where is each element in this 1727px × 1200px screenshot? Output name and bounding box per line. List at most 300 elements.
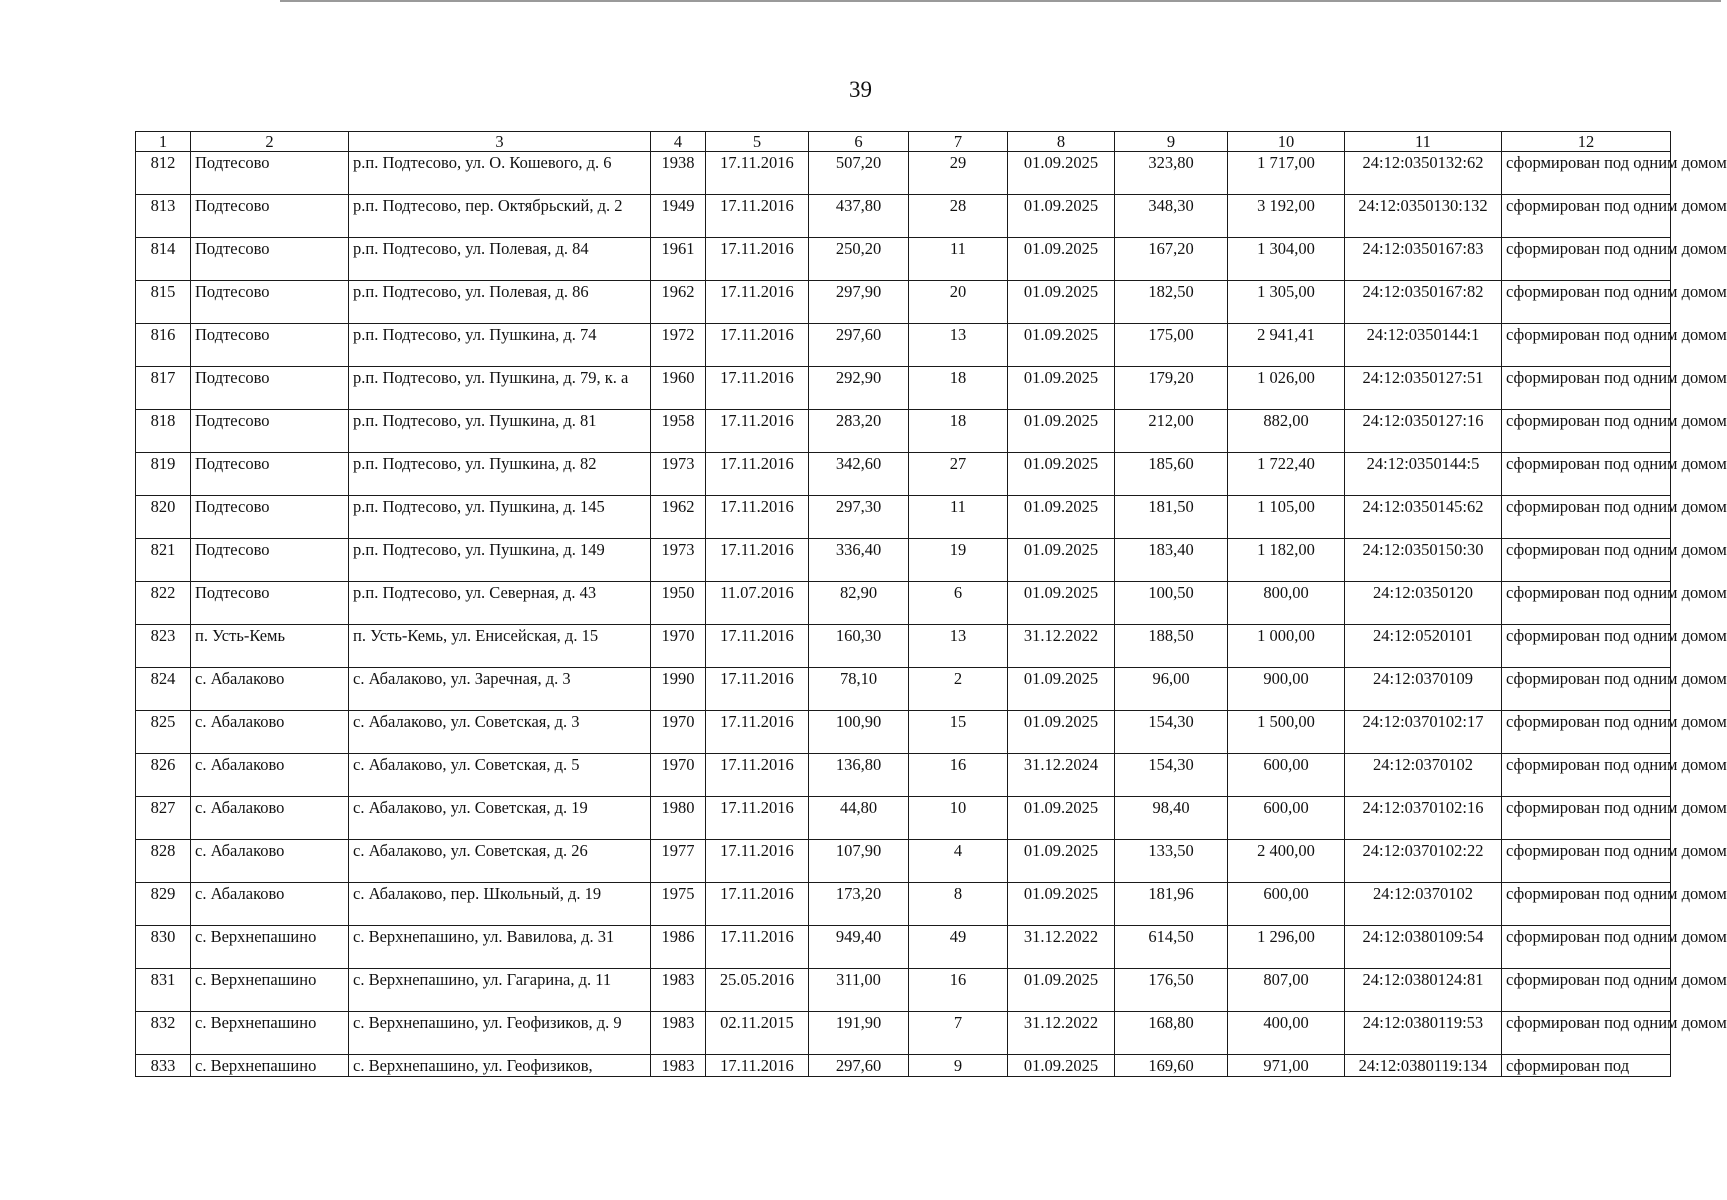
address-cell: с. Абалаково, пер. Школьный, д. 19 bbox=[349, 883, 651, 926]
deadline-cell: 01.09.2025 bbox=[1008, 496, 1115, 539]
row-number-cell: 820 bbox=[136, 496, 191, 539]
residents-cell: 20 bbox=[909, 281, 1008, 324]
col-residents-header: 7 bbox=[909, 132, 1008, 152]
area-cell: 297,90 bbox=[809, 281, 909, 324]
status-cell: сформирован под одним домом bbox=[1502, 840, 1671, 883]
date-cell: 25.05.2016 bbox=[706, 969, 809, 1012]
year-built-cell: 1970 bbox=[651, 754, 706, 797]
cadastral-number-cell: 24:12:0350144:5 bbox=[1345, 453, 1502, 496]
settlement-cell: с. Абалаково bbox=[191, 883, 349, 926]
year-built-cell: 1980 bbox=[651, 797, 706, 840]
row-number-cell: 821 bbox=[136, 539, 191, 582]
year-built-cell: 1960 bbox=[651, 367, 706, 410]
table-row bbox=[136, 496, 1671, 539]
cadastral-number-cell: 24:12:0370102:16 bbox=[1345, 797, 1502, 840]
area-cell: 297,60 bbox=[809, 324, 909, 367]
deadline-cell: 01.09.2025 bbox=[1008, 539, 1115, 582]
residents-cell: 11 bbox=[909, 238, 1008, 281]
area-cell: 160,30 bbox=[809, 625, 909, 668]
settlement-cell: Подтесово bbox=[191, 582, 349, 625]
date-cell: 17.11.2016 bbox=[706, 926, 809, 969]
address-cell: р.п. Подтесово, пер. Октябрьский, д. 2 bbox=[349, 195, 651, 238]
address-cell: р.п. Подтесово, ул. Пушкина, д. 74 bbox=[349, 324, 651, 367]
date-cell: 17.11.2016 bbox=[706, 195, 809, 238]
land-area-cell: 600,00 bbox=[1228, 754, 1345, 797]
settlement-cell: с. Абалаково bbox=[191, 668, 349, 711]
row-number-cell: 830 bbox=[136, 926, 191, 969]
area-2-cell: 100,50 bbox=[1115, 582, 1228, 625]
table-row bbox=[136, 281, 1671, 324]
status-cell: сформирован под одним домом bbox=[1502, 926, 1671, 969]
cadastral-number-cell: 24:12:0380124:81 bbox=[1345, 969, 1502, 1012]
cadastral-number-cell: 24:12:0350127:16 bbox=[1345, 410, 1502, 453]
area-cell: 342,60 bbox=[809, 453, 909, 496]
cadastral-number-cell: 24:12:0380119:134 bbox=[1345, 1055, 1502, 1077]
settlement-cell: Подтесово bbox=[191, 496, 349, 539]
land-area-cell: 1 296,00 bbox=[1228, 926, 1345, 969]
land-area-cell: 1 000,00 bbox=[1228, 625, 1345, 668]
status-cell: сформирован под одним домом bbox=[1502, 238, 1671, 281]
area-cell: 297,60 bbox=[809, 1055, 909, 1077]
land-area-cell: 1 105,00 bbox=[1228, 496, 1345, 539]
cadastral-number-cell: 24:12:0370102:17 bbox=[1345, 711, 1502, 754]
area-cell: 507,20 bbox=[809, 152, 909, 195]
land-area-cell: 3 192,00 bbox=[1228, 195, 1345, 238]
deadline-cell: 01.09.2025 bbox=[1008, 582, 1115, 625]
settlement-cell: п. Усть-Кемь bbox=[191, 625, 349, 668]
area-cell: 173,20 bbox=[809, 883, 909, 926]
year-built-cell: 1977 bbox=[651, 840, 706, 883]
date-cell: 17.11.2016 bbox=[706, 238, 809, 281]
col-land-area-header: 10 bbox=[1228, 132, 1345, 152]
deadline-cell: 01.09.2025 bbox=[1008, 195, 1115, 238]
status-cell: сформирован под одним домом bbox=[1502, 367, 1671, 410]
land-area-cell: 600,00 bbox=[1228, 883, 1345, 926]
residents-cell: 27 bbox=[909, 453, 1008, 496]
deadline-cell: 01.09.2025 bbox=[1008, 1055, 1115, 1077]
area-cell: 250,20 bbox=[809, 238, 909, 281]
year-built-cell: 1961 bbox=[651, 238, 706, 281]
table-row bbox=[136, 668, 1671, 711]
status-cell: сформирован под одним домом bbox=[1502, 496, 1671, 539]
address-cell: с. Абалаково, ул. Советская, д. 3 bbox=[349, 711, 651, 754]
area-2-cell: 154,30 bbox=[1115, 754, 1228, 797]
col-status-header: 12 bbox=[1502, 132, 1671, 152]
table-row bbox=[136, 324, 1671, 367]
area-2-cell: 98,40 bbox=[1115, 797, 1228, 840]
year-built-cell: 1986 bbox=[651, 926, 706, 969]
area-cell: 949,40 bbox=[809, 926, 909, 969]
year-built-cell: 1983 bbox=[651, 969, 706, 1012]
residents-cell: 8 bbox=[909, 883, 1008, 926]
table-row bbox=[136, 625, 1671, 668]
settlement-cell: с. Верхнепашино bbox=[191, 926, 349, 969]
col-date-header: 5 bbox=[706, 132, 809, 152]
settlement-cell: Подтесово bbox=[191, 324, 349, 367]
deadline-cell: 31.12.2022 bbox=[1008, 625, 1115, 668]
settlement-cell: Подтесово bbox=[191, 367, 349, 410]
area-cell: 297,30 bbox=[809, 496, 909, 539]
housing-registry-table bbox=[135, 131, 1727, 1077]
col-year-header: 4 bbox=[651, 132, 706, 152]
area-cell: 82,90 bbox=[809, 582, 909, 625]
date-cell: 17.11.2016 bbox=[706, 324, 809, 367]
col-number-header: 1 bbox=[136, 132, 191, 152]
area-2-cell: 154,30 bbox=[1115, 711, 1228, 754]
date-cell: 17.11.2016 bbox=[706, 152, 809, 195]
date-cell: 17.11.2016 bbox=[706, 625, 809, 668]
area-cell: 437,80 bbox=[809, 195, 909, 238]
land-area-cell: 1 722,40 bbox=[1228, 453, 1345, 496]
residents-cell: 7 bbox=[909, 1012, 1008, 1055]
settlement-cell: Подтесово bbox=[191, 453, 349, 496]
area-2-cell: 614,50 bbox=[1115, 926, 1228, 969]
table-row bbox=[136, 926, 1671, 969]
cadastral-number-cell: 24:12:0350150:30 bbox=[1345, 539, 1502, 582]
col-cadastral-header: 11 bbox=[1345, 132, 1502, 152]
cadastral-number-cell: 24:12:0380109:54 bbox=[1345, 926, 1502, 969]
cadastral-number-cell: 24:12:0370109 bbox=[1345, 668, 1502, 711]
row-number-cell: 818 bbox=[136, 410, 191, 453]
area-2-cell: 348,30 bbox=[1115, 195, 1228, 238]
top-border-line bbox=[280, 0, 1721, 2]
address-cell: с. Верхнепашино, ул. Гагарина, д. 11 bbox=[349, 969, 651, 1012]
land-area-cell: 1 500,00 bbox=[1228, 711, 1345, 754]
deadline-cell: 01.09.2025 bbox=[1008, 238, 1115, 281]
deadline-cell: 01.09.2025 bbox=[1008, 797, 1115, 840]
deadline-cell: 01.09.2025 bbox=[1008, 711, 1115, 754]
settlement-cell: Подтесово bbox=[191, 410, 349, 453]
table-row bbox=[136, 367, 1671, 410]
address-cell: с. Абалаково, ул. Советская, д. 19 bbox=[349, 797, 651, 840]
area-cell: 78,10 bbox=[809, 668, 909, 711]
residents-cell: 9 bbox=[909, 1055, 1008, 1077]
col-address-header: 3 bbox=[349, 132, 651, 152]
year-built-cell: 1938 bbox=[651, 152, 706, 195]
year-built-cell: 1958 bbox=[651, 410, 706, 453]
area-2-cell: 168,80 bbox=[1115, 1012, 1228, 1055]
settlement-cell: Подтесово bbox=[191, 238, 349, 281]
address-cell: с. Абалаково, ул. Заречная, д. 3 bbox=[349, 668, 651, 711]
row-number-cell: 824 bbox=[136, 668, 191, 711]
land-area-cell: 807,00 bbox=[1228, 969, 1345, 1012]
address-cell: р.п. Подтесово, ул. Пушкина, д. 145 bbox=[349, 496, 651, 539]
year-built-cell: 1983 bbox=[651, 1055, 706, 1077]
date-cell: 17.11.2016 bbox=[706, 539, 809, 582]
date-cell: 17.11.2016 bbox=[706, 754, 809, 797]
status-cell: сформирован под одним домом bbox=[1502, 582, 1671, 625]
year-built-cell: 1973 bbox=[651, 453, 706, 496]
residents-cell: 18 bbox=[909, 367, 1008, 410]
year-built-cell: 1973 bbox=[651, 539, 706, 582]
address-cell: с. Верхнепашино, ул. Геофизиков, bbox=[349, 1055, 651, 1077]
date-cell: 17.11.2016 bbox=[706, 410, 809, 453]
area-2-cell: 179,20 bbox=[1115, 367, 1228, 410]
status-cell: сформирован под одним домом bbox=[1502, 195, 1671, 238]
area-2-cell: 181,50 bbox=[1115, 496, 1228, 539]
year-built-cell: 1975 bbox=[651, 883, 706, 926]
deadline-cell: 01.09.2025 bbox=[1008, 410, 1115, 453]
land-area-cell: 800,00 bbox=[1228, 582, 1345, 625]
area-2-cell: 176,50 bbox=[1115, 969, 1228, 1012]
col-settlement-header: 2 bbox=[191, 132, 349, 152]
area-2-cell: 185,60 bbox=[1115, 453, 1228, 496]
status-cell: сформирован под одним домом bbox=[1502, 668, 1671, 711]
residents-cell: 13 bbox=[909, 625, 1008, 668]
area-2-cell: 183,40 bbox=[1115, 539, 1228, 582]
cadastral-number-cell: 24:12:0380119:53 bbox=[1345, 1012, 1502, 1055]
land-area-cell: 882,00 bbox=[1228, 410, 1345, 453]
settlement-cell: с. Абалаково bbox=[191, 754, 349, 797]
col-area-2-header: 9 bbox=[1115, 132, 1228, 152]
address-cell: с. Верхнепашино, ул. Вавилова, д. 31 bbox=[349, 926, 651, 969]
settlement-cell: Подтесово bbox=[191, 539, 349, 582]
cadastral-number-cell: 24:12:0350127:51 bbox=[1345, 367, 1502, 410]
address-cell: р.п. Подтесово, ул. Пушкина, д. 79, к. а bbox=[349, 367, 651, 410]
cadastral-number-cell: 24:12:0350145:62 bbox=[1345, 496, 1502, 539]
land-area-cell: 971,00 bbox=[1228, 1055, 1345, 1077]
date-cell: 17.11.2016 bbox=[706, 367, 809, 410]
cadastral-number-cell: 24:12:0350167:83 bbox=[1345, 238, 1502, 281]
address-cell: с. Абалаково, ул. Советская, д. 5 bbox=[349, 754, 651, 797]
address-cell: р.п. Подтесово, ул. Полевая, д. 84 bbox=[349, 238, 651, 281]
date-cell: 17.11.2016 bbox=[706, 883, 809, 926]
year-built-cell: 1949 bbox=[651, 195, 706, 238]
status-cell: сформирован под одним домом bbox=[1502, 281, 1671, 324]
area-2-cell: 182,50 bbox=[1115, 281, 1228, 324]
status-cell: сформирован под одним домом bbox=[1502, 539, 1671, 582]
date-cell: 17.11.2016 bbox=[706, 711, 809, 754]
settlement-cell: с. Верхнепашино bbox=[191, 1055, 349, 1077]
land-area-cell: 1 717,00 bbox=[1228, 152, 1345, 195]
area-2-cell: 188,50 bbox=[1115, 625, 1228, 668]
row-number-cell: 823 bbox=[136, 625, 191, 668]
col-area-header: 6 bbox=[809, 132, 909, 152]
status-cell: сформирован под одним домом bbox=[1502, 797, 1671, 840]
cadastral-number-cell: 24:12:0520101 bbox=[1345, 625, 1502, 668]
date-cell: 17.11.2016 bbox=[706, 496, 809, 539]
settlement-cell: с. Верхнепашино bbox=[191, 969, 349, 1012]
land-area-cell: 1 304,00 bbox=[1228, 238, 1345, 281]
land-area-cell: 900,00 bbox=[1228, 668, 1345, 711]
table-row bbox=[136, 195, 1671, 238]
settlement-cell: Подтесово bbox=[191, 195, 349, 238]
settlement-cell: Подтесово bbox=[191, 281, 349, 324]
area-2-cell: 323,80 bbox=[1115, 152, 1228, 195]
cadastral-number-cell: 24:12:0370102:22 bbox=[1345, 840, 1502, 883]
year-built-cell: 1983 bbox=[651, 1012, 706, 1055]
status-cell: сформирован под одним домом bbox=[1502, 969, 1671, 1012]
row-number-cell: 813 bbox=[136, 195, 191, 238]
status-cell: сформирован под одним домом bbox=[1502, 152, 1671, 195]
deadline-cell: 01.09.2025 bbox=[1008, 453, 1115, 496]
row-number-cell: 819 bbox=[136, 453, 191, 496]
date-cell: 17.11.2016 bbox=[706, 281, 809, 324]
residents-cell: 29 bbox=[909, 152, 1008, 195]
cadastral-number-cell: 24:12:0350130:132 bbox=[1345, 195, 1502, 238]
address-cell: п. Усть-Кемь, ул. Енисейская, д. 15 bbox=[349, 625, 651, 668]
deadline-cell: 31.12.2022 bbox=[1008, 1012, 1115, 1055]
date-cell: 02.11.2015 bbox=[706, 1012, 809, 1055]
row-number-cell: 815 bbox=[136, 281, 191, 324]
status-cell: сформирован под одним домом bbox=[1502, 883, 1671, 926]
table-row bbox=[136, 797, 1671, 840]
deadline-cell: 01.09.2025 bbox=[1008, 152, 1115, 195]
address-cell: с. Абалаково, ул. Советская, д. 26 bbox=[349, 840, 651, 883]
land-area-cell: 2 400,00 bbox=[1228, 840, 1345, 883]
row-number-cell: 828 bbox=[136, 840, 191, 883]
residents-cell: 16 bbox=[909, 754, 1008, 797]
date-cell: 17.11.2016 bbox=[706, 840, 809, 883]
table-row bbox=[136, 152, 1671, 195]
cadastral-number-cell: 24:12:0350132:62 bbox=[1345, 152, 1502, 195]
row-number-cell: 817 bbox=[136, 367, 191, 410]
residents-cell: 49 bbox=[909, 926, 1008, 969]
row-number-cell: 812 bbox=[136, 152, 191, 195]
status-cell: сформирован под одним домом bbox=[1502, 410, 1671, 453]
residents-cell: 2 bbox=[909, 668, 1008, 711]
table-row bbox=[136, 840, 1671, 883]
date-cell: 17.11.2016 bbox=[706, 453, 809, 496]
deadline-cell: 01.09.2025 bbox=[1008, 840, 1115, 883]
area-cell: 191,90 bbox=[809, 1012, 909, 1055]
land-area-cell: 400,00 bbox=[1228, 1012, 1345, 1055]
address-cell: с. Верхнепашино, ул. Геофизиков, д. 9 bbox=[349, 1012, 651, 1055]
area-cell: 107,90 bbox=[809, 840, 909, 883]
row-number-cell: 832 bbox=[136, 1012, 191, 1055]
year-built-cell: 1962 bbox=[651, 496, 706, 539]
status-cell: сформирован под одним домом bbox=[1502, 324, 1671, 367]
residents-cell: 28 bbox=[909, 195, 1008, 238]
residents-cell: 19 bbox=[909, 539, 1008, 582]
table-row bbox=[136, 410, 1671, 453]
table-row bbox=[136, 883, 1671, 926]
residents-cell: 15 bbox=[909, 711, 1008, 754]
cadastral-number-cell: 24:12:0350144:1 bbox=[1345, 324, 1502, 367]
row-number-cell: 822 bbox=[136, 582, 191, 625]
residents-cell: 4 bbox=[909, 840, 1008, 883]
land-area-cell: 1 182,00 bbox=[1228, 539, 1345, 582]
settlement-cell: Подтесово bbox=[191, 152, 349, 195]
status-cell: сформирован под одним домом bbox=[1502, 754, 1671, 797]
cadastral-number-cell: 24:12:0370102 bbox=[1345, 754, 1502, 797]
deadline-cell: 31.12.2022 bbox=[1008, 926, 1115, 969]
residents-cell: 11 bbox=[909, 496, 1008, 539]
page-number: 39 bbox=[849, 77, 872, 102]
address-cell: р.п. Подтесово, ул. Пушкина, д. 149 bbox=[349, 539, 651, 582]
table-row bbox=[136, 539, 1671, 582]
settlement-cell: с. Верхнепашино bbox=[191, 1012, 349, 1055]
deadline-cell: 01.09.2025 bbox=[1008, 883, 1115, 926]
area-2-cell: 181,96 bbox=[1115, 883, 1228, 926]
land-area-cell: 2 941,41 bbox=[1228, 324, 1345, 367]
area-2-cell: 175,00 bbox=[1115, 324, 1228, 367]
area-cell: 44,80 bbox=[809, 797, 909, 840]
status-cell: сформирован под одним домом bbox=[1502, 453, 1671, 496]
row-number-cell: 814 bbox=[136, 238, 191, 281]
area-cell: 136,80 bbox=[809, 754, 909, 797]
col-deadline-header: 8 bbox=[1008, 132, 1115, 152]
row-number-cell: 816 bbox=[136, 324, 191, 367]
year-built-cell: 1990 bbox=[651, 668, 706, 711]
address-cell: р.п. Подтесово, ул. О. Кошевого, д. 6 bbox=[349, 152, 651, 195]
address-cell: р.п. Подтесово, ул. Полевая, д. 86 bbox=[349, 281, 651, 324]
deadline-cell: 01.09.2025 bbox=[1008, 969, 1115, 1012]
table-row bbox=[136, 754, 1671, 797]
deadline-cell: 31.12.2024 bbox=[1008, 754, 1115, 797]
table-row bbox=[136, 1012, 1671, 1055]
area-2-cell: 167,20 bbox=[1115, 238, 1228, 281]
area-cell: 336,40 bbox=[809, 539, 909, 582]
area-2-cell: 169,60 bbox=[1115, 1055, 1228, 1077]
residents-cell: 18 bbox=[909, 410, 1008, 453]
land-area-cell: 600,00 bbox=[1228, 797, 1345, 840]
date-cell: 17.11.2016 bbox=[706, 797, 809, 840]
residents-cell: 10 bbox=[909, 797, 1008, 840]
row-number-cell: 826 bbox=[136, 754, 191, 797]
deadline-cell: 01.09.2025 bbox=[1008, 367, 1115, 410]
status-cell: сформирован под одним домом bbox=[1502, 625, 1671, 668]
year-built-cell: 1970 bbox=[651, 711, 706, 754]
row-number-cell: 827 bbox=[136, 797, 191, 840]
row-number-cell: 829 bbox=[136, 883, 191, 926]
settlement-cell: с. Абалаково bbox=[191, 711, 349, 754]
status-cell: сформирован под одним домом bbox=[1502, 1012, 1671, 1055]
area-cell: 292,90 bbox=[809, 367, 909, 410]
row-number-cell: 825 bbox=[136, 711, 191, 754]
year-built-cell: 1972 bbox=[651, 324, 706, 367]
date-cell: 17.11.2016 bbox=[706, 1055, 809, 1077]
status-cell: сформирован под одним домом bbox=[1502, 711, 1671, 754]
address-cell: р.п. Подтесово, ул. Пушкина, д. 82 bbox=[349, 453, 651, 496]
area-2-cell: 212,00 bbox=[1115, 410, 1228, 453]
residents-cell: 16 bbox=[909, 969, 1008, 1012]
settlement-cell: с. Абалаково bbox=[191, 840, 349, 883]
table-row bbox=[136, 711, 1671, 754]
land-area-cell: 1 026,00 bbox=[1228, 367, 1345, 410]
date-cell: 17.11.2016 bbox=[706, 668, 809, 711]
settlement-cell: с. Абалаково bbox=[191, 797, 349, 840]
deadline-cell: 01.09.2025 bbox=[1008, 324, 1115, 367]
table-row bbox=[136, 238, 1671, 281]
table-row bbox=[136, 1055, 1671, 1077]
area-cell: 100,90 bbox=[809, 711, 909, 754]
land-area-cell: 1 305,00 bbox=[1228, 281, 1345, 324]
table-body bbox=[136, 132, 1727, 1077]
area-2-cell: 133,50 bbox=[1115, 840, 1228, 883]
area-2-cell: 96,00 bbox=[1115, 668, 1228, 711]
address-cell: р.п. Подтесово, ул. Пушкина, д. 81 bbox=[349, 410, 651, 453]
row-number-cell: 831 bbox=[136, 969, 191, 1012]
residents-cell: 13 bbox=[909, 324, 1008, 367]
status-cell: сформирован под bbox=[1502, 1055, 1671, 1077]
address-cell: р.п. Подтесово, ул. Северная, д. 43 bbox=[349, 582, 651, 625]
date-cell: 11.07.2016 bbox=[706, 582, 809, 625]
year-built-cell: 1962 bbox=[651, 281, 706, 324]
year-built-cell: 1950 bbox=[651, 582, 706, 625]
residents-cell: 6 bbox=[909, 582, 1008, 625]
table-row bbox=[136, 453, 1671, 496]
table-row bbox=[136, 582, 1671, 625]
year-built-cell: 1970 bbox=[651, 625, 706, 668]
header-row bbox=[136, 132, 1671, 152]
cadastral-number-cell: 24:12:0350167:82 bbox=[1345, 281, 1502, 324]
table-row bbox=[136, 969, 1671, 1012]
row-number-cell: 833 bbox=[136, 1055, 191, 1077]
cadastral-number-cell: 24:12:0350120 bbox=[1345, 582, 1502, 625]
cadastral-number-cell: 24:12:0370102 bbox=[1345, 883, 1502, 926]
area-cell: 283,20 bbox=[809, 410, 909, 453]
